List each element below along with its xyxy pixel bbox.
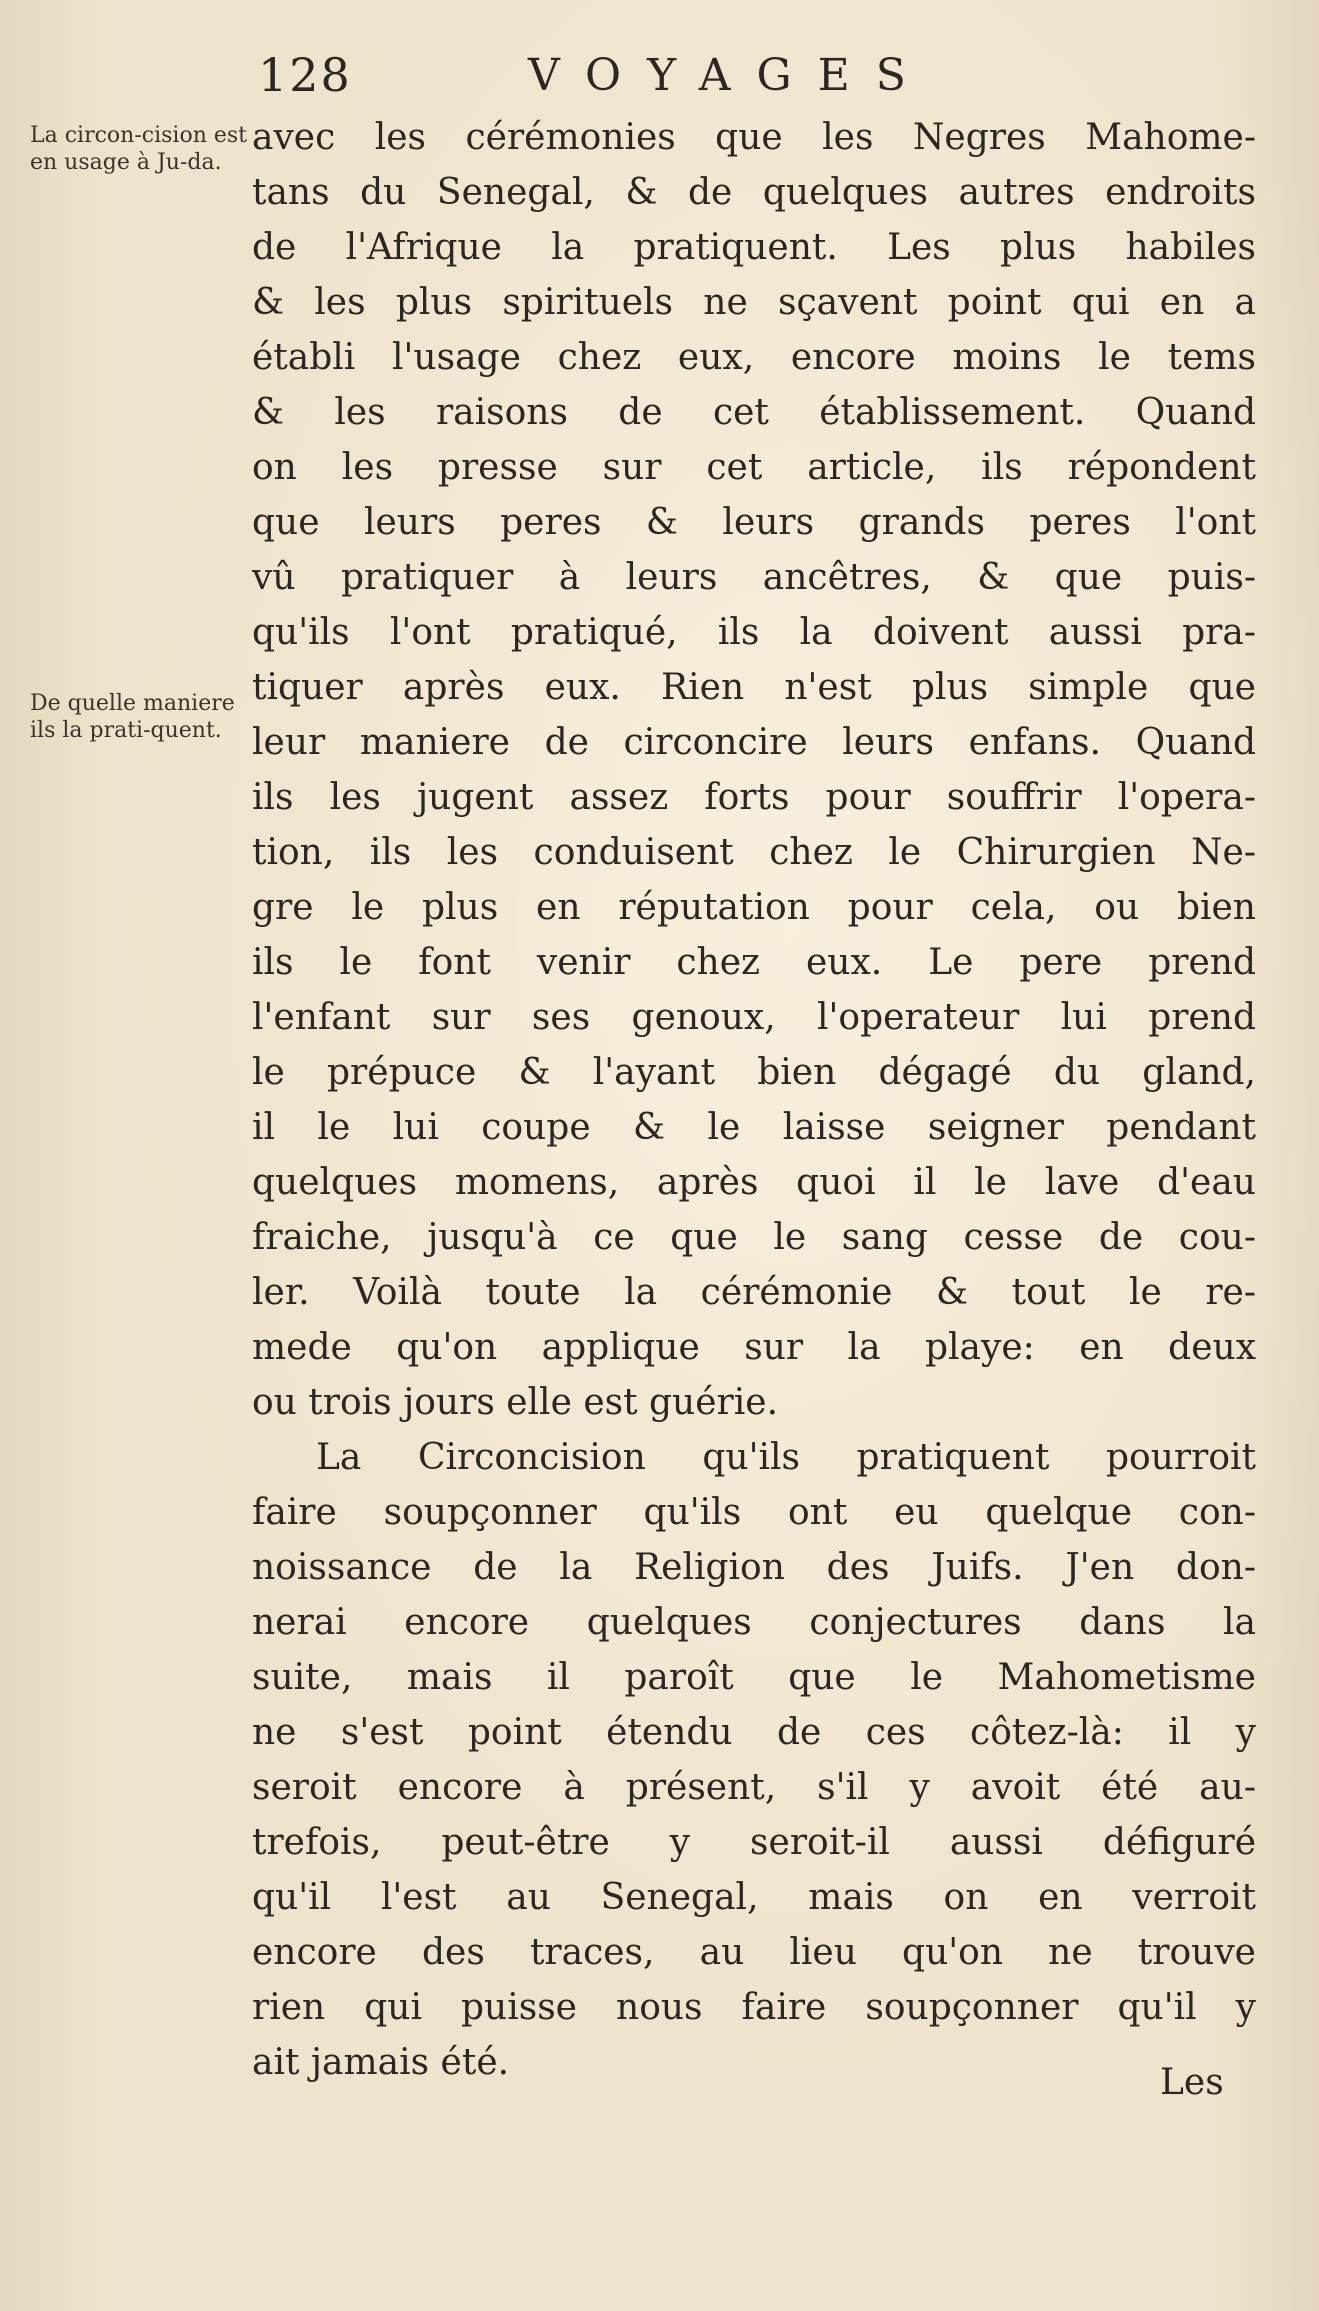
text-line: encore des traces, au lieu qu'on ne trouve: [252, 1932, 1256, 1973]
text-line: le prépuce & l'ayant bien dégagé du gland,: [252, 1052, 1256, 1093]
text-line: & les plus spirituels ne sçavent point qui en a: [252, 282, 1256, 323]
text-line: rien qui puisse nous faire soupçonner qu'il y: [252, 1987, 1256, 2028]
text-line: noissance de la Religion des Juifs. J'en don-: [252, 1547, 1256, 1588]
text-line: ils les jugent assez forts pour souffrir l'opera-: [252, 777, 1256, 818]
text-line: qu'il l'est au Senegal, mais on en verroit: [252, 1877, 1256, 1918]
text-line: ler. Voilà toute la cérémonie & tout le re-: [252, 1272, 1256, 1313]
text-line: fraiche, jusqu'à ce que le sang cesse de cou-: [252, 1217, 1256, 1258]
text-line: ait jamais été.: [252, 2042, 510, 2083]
text-line: leur maniere de circoncire leurs enfans. Quand: [252, 722, 1256, 763]
text-line: avec les cérémonies que les Negres Mahome-: [252, 117, 1256, 158]
text-line: gre le plus en réputation pour cela, ou bien: [252, 887, 1256, 928]
running-title: VOYAGES: [528, 50, 932, 101]
text-line: l'enfant sur ses genoux, l'operateur lui prend: [252, 997, 1256, 1038]
text-line: que leurs peres & leurs grands peres l'ont: [252, 502, 1256, 543]
running-header: [0, 48, 1319, 108]
text-line: faire soupçonner qu'ils ont eu quelque con-: [252, 1492, 1256, 1533]
text-line: seroit encore à présent, s'il y avoit été au-: [252, 1767, 1256, 1808]
text-line: tans du Senegal, & de quelques autres endroits: [252, 172, 1256, 213]
text-line: vû pratiquer à leurs ancêtres, & que puis-: [252, 557, 1256, 598]
margin-note-how-practiced: De quelle maniere ils la prati-quent.: [30, 691, 235, 743]
text-line: ne s'est point étendu de ces côtez-là: il y: [252, 1712, 1256, 1753]
text-line: il le lui coupe & le laisse seigner pendant: [252, 1107, 1256, 1148]
text-line: mede qu'on applique sur la playe: en deux: [252, 1327, 1256, 1368]
text-line: suite, mais il paroît que le Mahometisme: [252, 1657, 1256, 1698]
text-line: & les raisons de cet établissement. Quand: [252, 392, 1256, 433]
text-line: ils le font venir chez eux. Le pere prend: [252, 942, 1256, 983]
text-line: tion, ils les conduisent chez le Chirurgien Ne-: [252, 832, 1256, 873]
text-line: nerai encore quelques conjectures dans la: [252, 1602, 1256, 1643]
text-line: de l'Afrique la pratiquent. Les plus habiles: [252, 227, 1256, 268]
page-number: 128: [258, 48, 352, 102]
text-line: tiquer après eux. Rien n'est plus simple que: [252, 667, 1256, 708]
text-line: La Circoncision qu'ils pratiquent pourroit: [316, 1437, 1256, 1478]
margin-note-circumcision-usage: La circon-cision est en usage à Ju-da.: [30, 123, 248, 175]
text-line: établi l'usage chez eux, encore moins le tems: [252, 337, 1256, 378]
text-line: on les presse sur cet article, ils répondent: [252, 447, 1256, 488]
text-line: ou trois jours elle est guérie.: [252, 1382, 779, 1423]
text-line: quelques momens, après quoi il le lave d'eau: [252, 1162, 1256, 1203]
text-line: trefois, peut-être y seroit-il aussi défiguré: [252, 1822, 1256, 1863]
body-text: [252, 110, 1256, 2090]
text-line: qu'ils l'ont pratiqué, ils la doivent aussi pra-: [252, 612, 1256, 653]
catchword: Les: [1160, 2062, 1224, 2103]
